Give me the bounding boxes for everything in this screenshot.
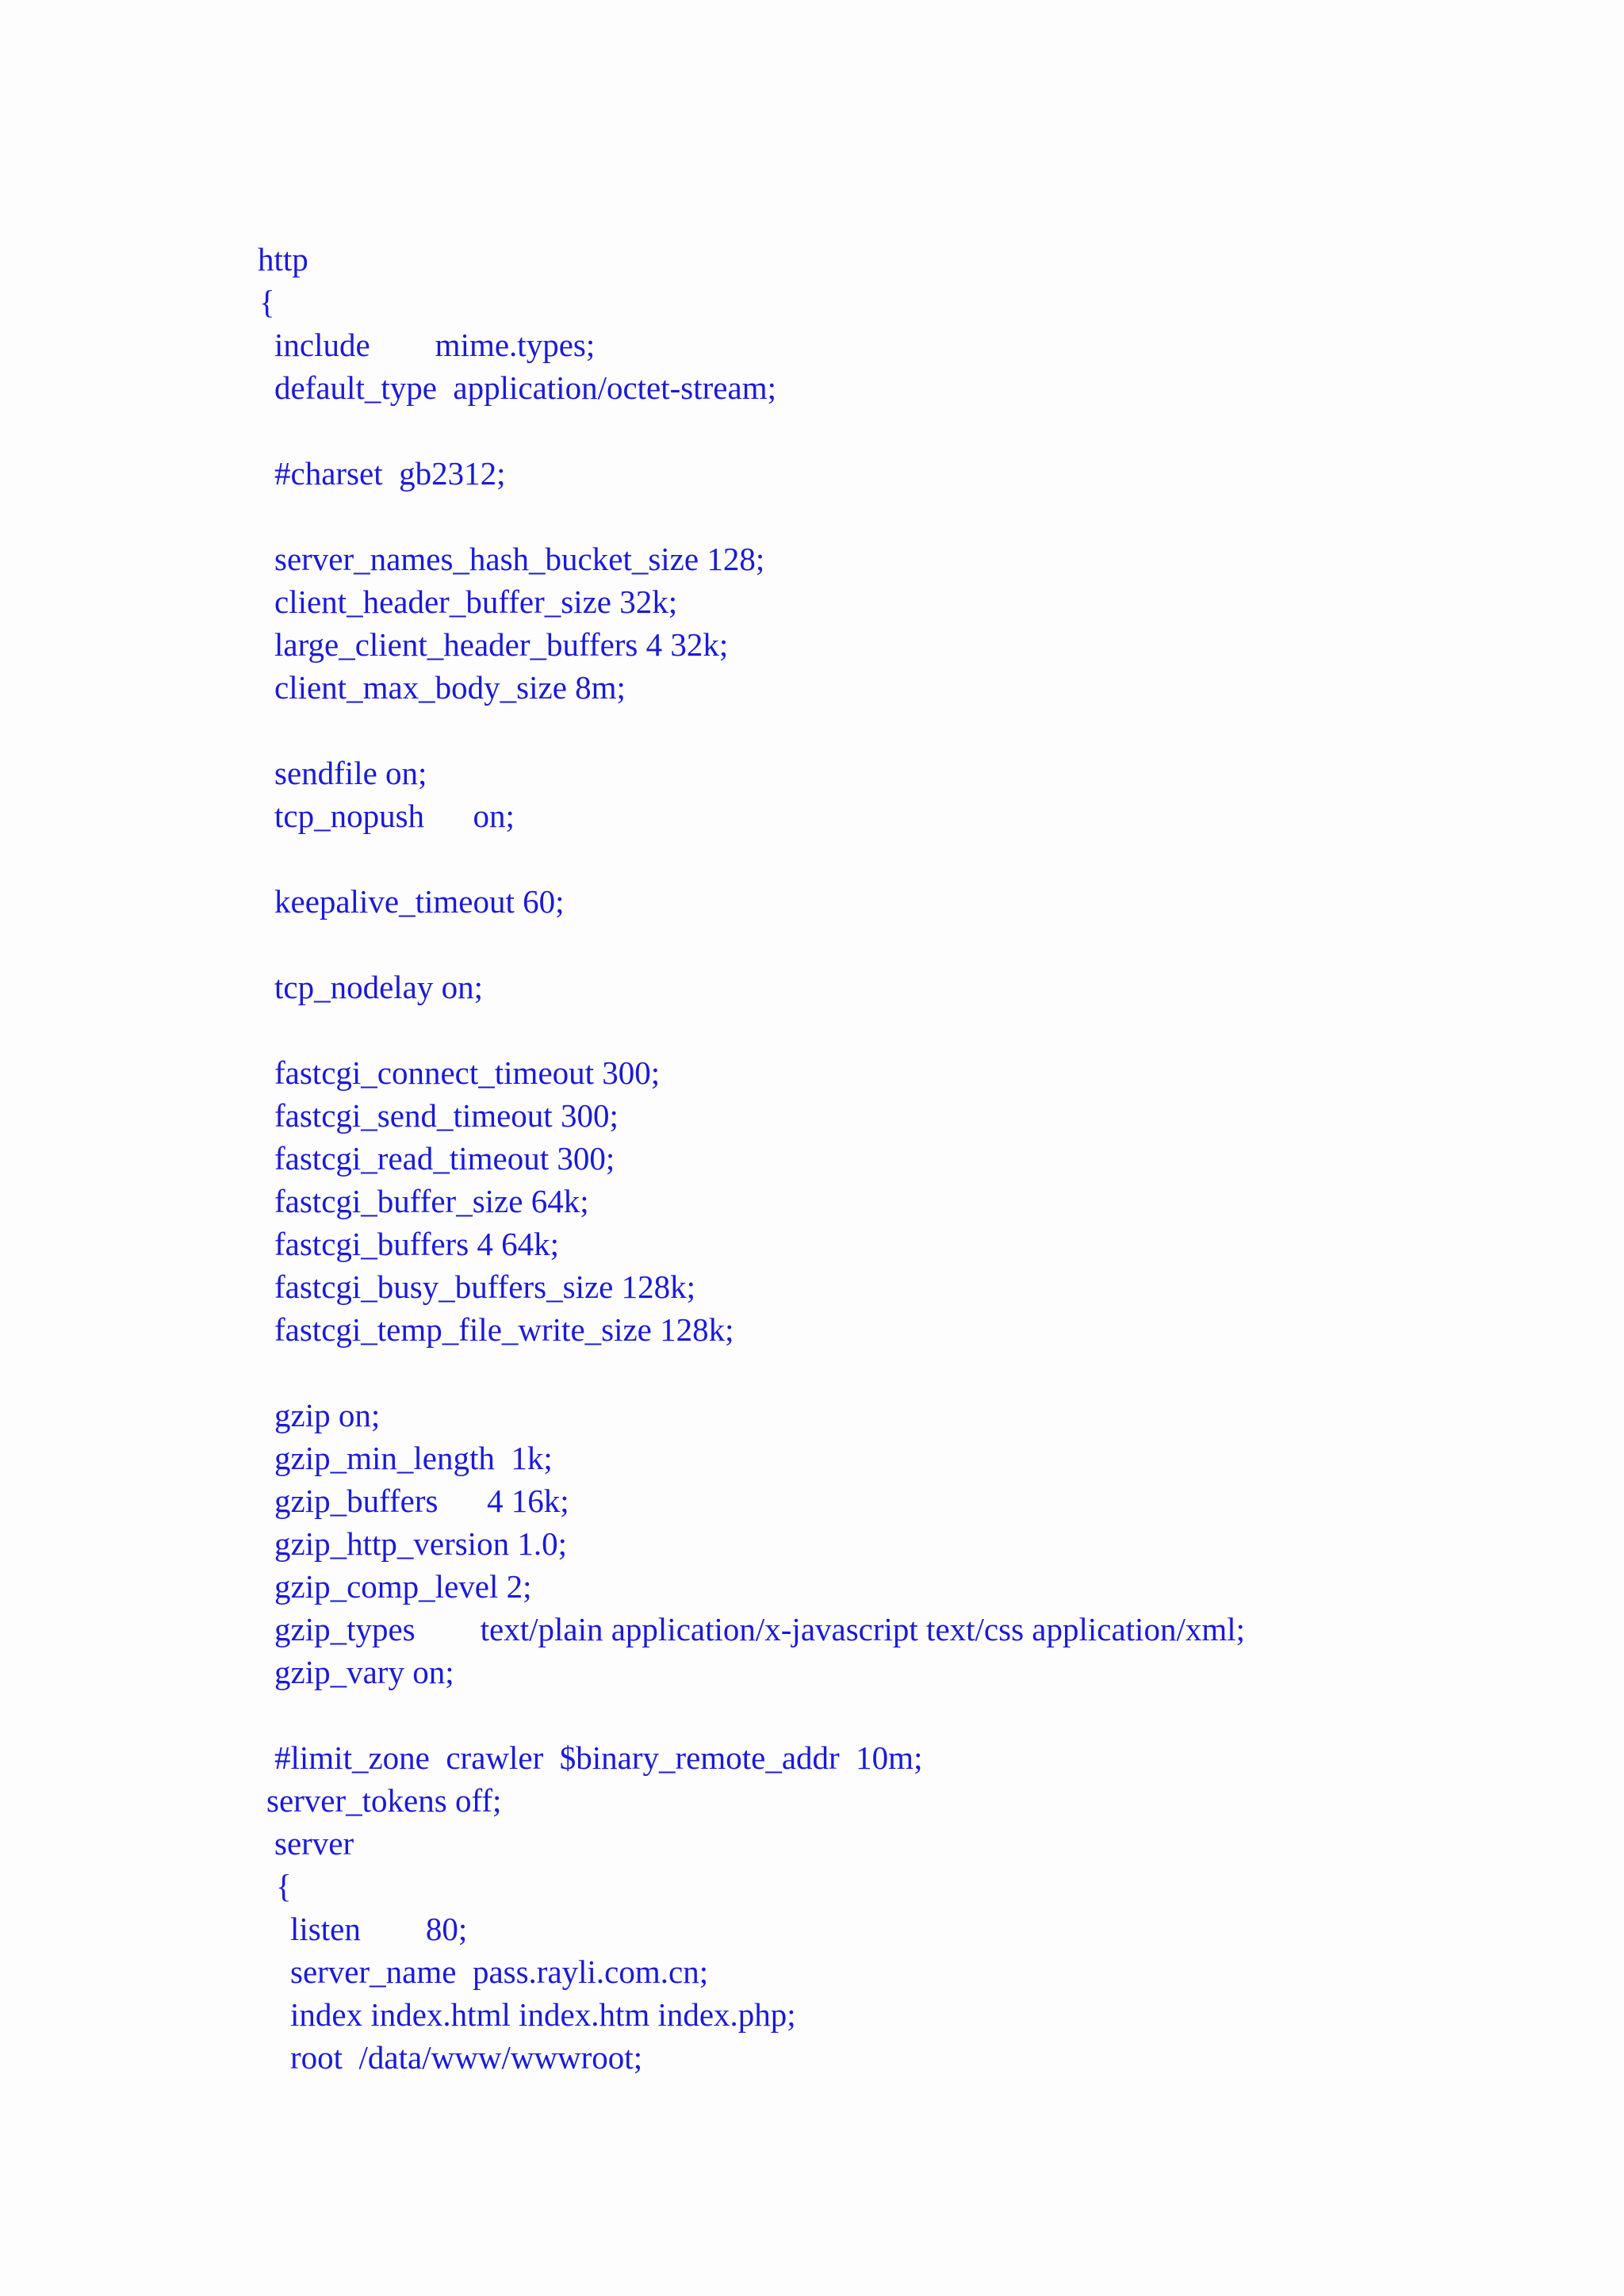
code-line: index index.html index.htm index.php; (290, 1996, 796, 2033)
code-line: { (259, 284, 275, 320)
code-line: tcp_nodelay on; (274, 969, 484, 1005)
code-line: fastcgi_busy_buffers_size 128k; (274, 1269, 695, 1305)
code-line: gzip_vary on; (274, 1654, 454, 1690)
code-line: tcp_nopush on; (274, 798, 515, 834)
code-line: server_name pass.rayli.com.cn; (290, 1954, 709, 1990)
code-line: fastcgi_buffer_size 64k; (274, 1183, 589, 1219)
code-line: include mime.types; (274, 327, 596, 363)
code-line: http (258, 241, 308, 277)
code-line: default_type application/octet-stream; (274, 369, 776, 406)
code-line: server_tokens off; (266, 1782, 502, 1819)
code-line: gzip_types text/plain application/x-javascript text/css application/xml; (274, 1611, 1246, 1647)
code-line: large_client_header_buffers 4 32k; (274, 626, 729, 663)
code-line: listen 80; (290, 1911, 468, 1947)
code-line: keepalive_timeout 60; (274, 883, 565, 920)
code-line: fastcgi_buffers 4 64k; (274, 1226, 560, 1262)
code-line: sendfile on; (274, 755, 427, 791)
code-line: fastcgi_read_timeout 300; (274, 1140, 615, 1177)
code-line: gzip_http_version 1.0; (274, 1525, 567, 1562)
code-line: server (274, 1825, 354, 1862)
code-line: #limit_zone crawler $binary_remote_addr 10m; (274, 1739, 923, 1776)
code-line: gzip_min_length 1k; (274, 1440, 553, 1476)
code-line: fastcgi_temp_file_write_size 128k; (274, 1311, 734, 1348)
code-line: #charset gb2312; (274, 455, 506, 492)
code-line: root /data/www/wwwroot; (290, 2039, 643, 2076)
code-line: fastcgi_send_timeout 300; (274, 1097, 619, 1134)
code-line: client_max_body_size 8m; (274, 669, 626, 706)
code-line: server_names_hash_bucket_size 128; (274, 541, 765, 577)
code-line: gzip_comp_level 2; (274, 1568, 532, 1605)
code-line: { (276, 1868, 292, 1904)
code-line: fastcgi_connect_timeout 300; (274, 1054, 661, 1091)
code-line: client_header_buffer_size 32k; (274, 584, 678, 620)
code-line: gzip on; (274, 1397, 381, 1433)
code-line: gzip_buffers 4 16k; (274, 1483, 569, 1519)
